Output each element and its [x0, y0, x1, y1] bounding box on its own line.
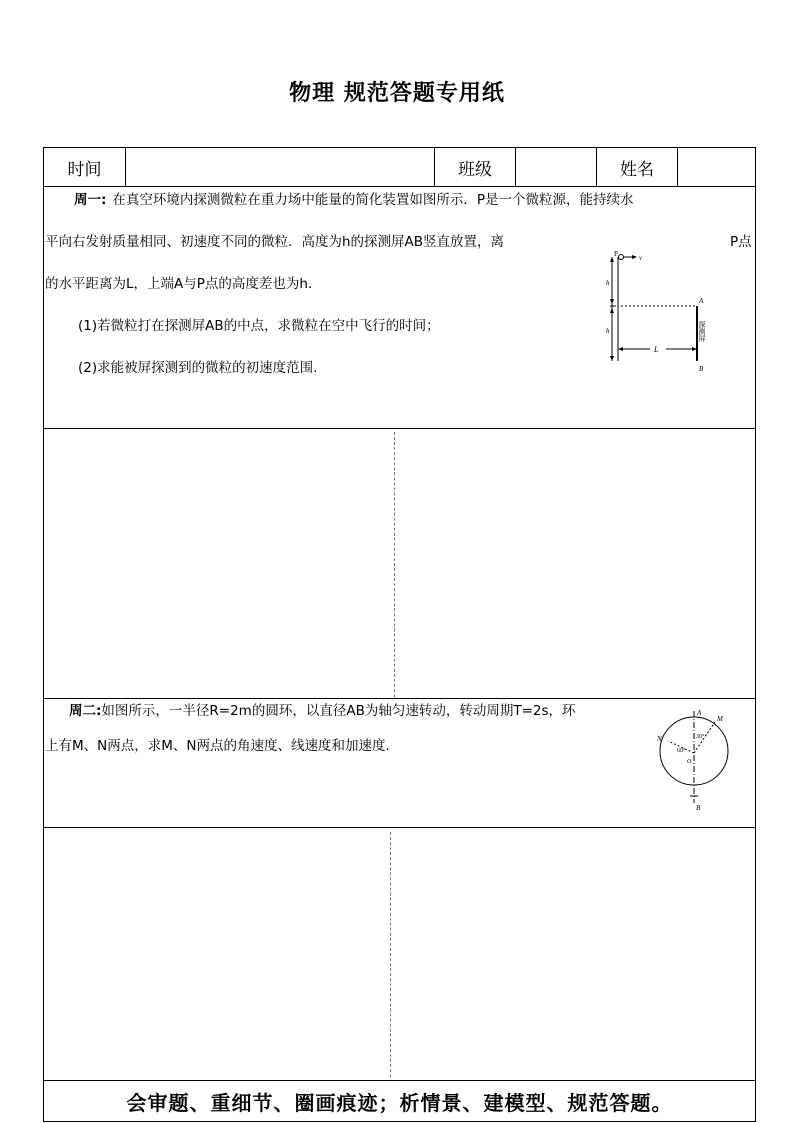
divider [44, 186, 755, 187]
name-label: 姓名 [620, 159, 654, 180]
time-label: 时间 [67, 159, 102, 180]
q2-line2: 上有M、N两点，求M、N两点的角速度、线速度和加速度. [45, 738, 390, 754]
q1-part2: (2)求能被屏探测到的微粒的初速度范围. [78, 360, 318, 376]
fig-label-v: v [639, 254, 643, 262]
fig-angle-60: 60° [677, 748, 686, 754]
q1-line3: 的水平距离为L，上端A与P点的高度差也为h. [45, 276, 313, 292]
answer-area-2-left[interactable] [44, 828, 390, 1080]
divider [515, 148, 516, 186]
fig-label-h: h [606, 279, 610, 287]
q1-line2-end: P点 [730, 234, 752, 250]
q2-tag: 周二: [69, 703, 102, 719]
fig-label-o: O [687, 759, 692, 765]
name-field[interactable] [678, 148, 756, 186]
fig-label-l: L [654, 345, 659, 354]
fig-label-m: M [717, 715, 723, 723]
divider [44, 698, 755, 699]
fig-label-a: A [697, 709, 702, 717]
fig-label-b: B [696, 804, 701, 812]
fig-label-h: h [606, 327, 610, 335]
answer-sheet [43, 147, 756, 1122]
divider [434, 148, 435, 186]
q1-line1: 在真空环境内探测微粒在重力场中能量的简化装置如图所示．P是一个微粒源，能持续水 [112, 192, 634, 208]
class-label: 班级 [458, 159, 492, 180]
answer-area-1-right[interactable] [395, 429, 755, 697]
page-title: 物理 规范答题专用纸 [289, 81, 505, 106]
fig-angle-30: 30° [696, 734, 705, 740]
fig-label-p: P [614, 251, 618, 258]
divider [596, 148, 597, 186]
q1-line2: 平向右发射质量相同、初速度不同的微粒．高度为h的探测屏AB竖直放置，离 [45, 234, 505, 250]
q1-tag: 周一: [74, 192, 107, 208]
q1-part1: (1)若微粒打在探测屏AB的中点，求微粒在空中飞行的时间； [78, 318, 440, 334]
divider [677, 148, 678, 186]
q1-figure [602, 251, 712, 373]
q2-figure [644, 703, 744, 815]
q2-line1: 如图所示，一半径R=2m的圆环，以直径AB为轴匀速转动，转动周期T=2s，环 [101, 703, 576, 719]
answer-area-1-left[interactable] [44, 429, 394, 697]
time-field[interactable] [126, 148, 434, 186]
divider [125, 148, 126, 186]
fig-label-screen: 探测屏 [698, 321, 706, 342]
fig-label-a: A [699, 297, 704, 305]
footer-motto: 会审题、重细节、圈画痕迹；析情景、建模型、规范答题。 [126, 1090, 673, 1115]
fig-label-n: N [657, 735, 662, 743]
answer-area-2-right[interactable] [391, 828, 755, 1080]
class-field[interactable] [516, 148, 596, 186]
fig-label-b: B [699, 365, 704, 373]
